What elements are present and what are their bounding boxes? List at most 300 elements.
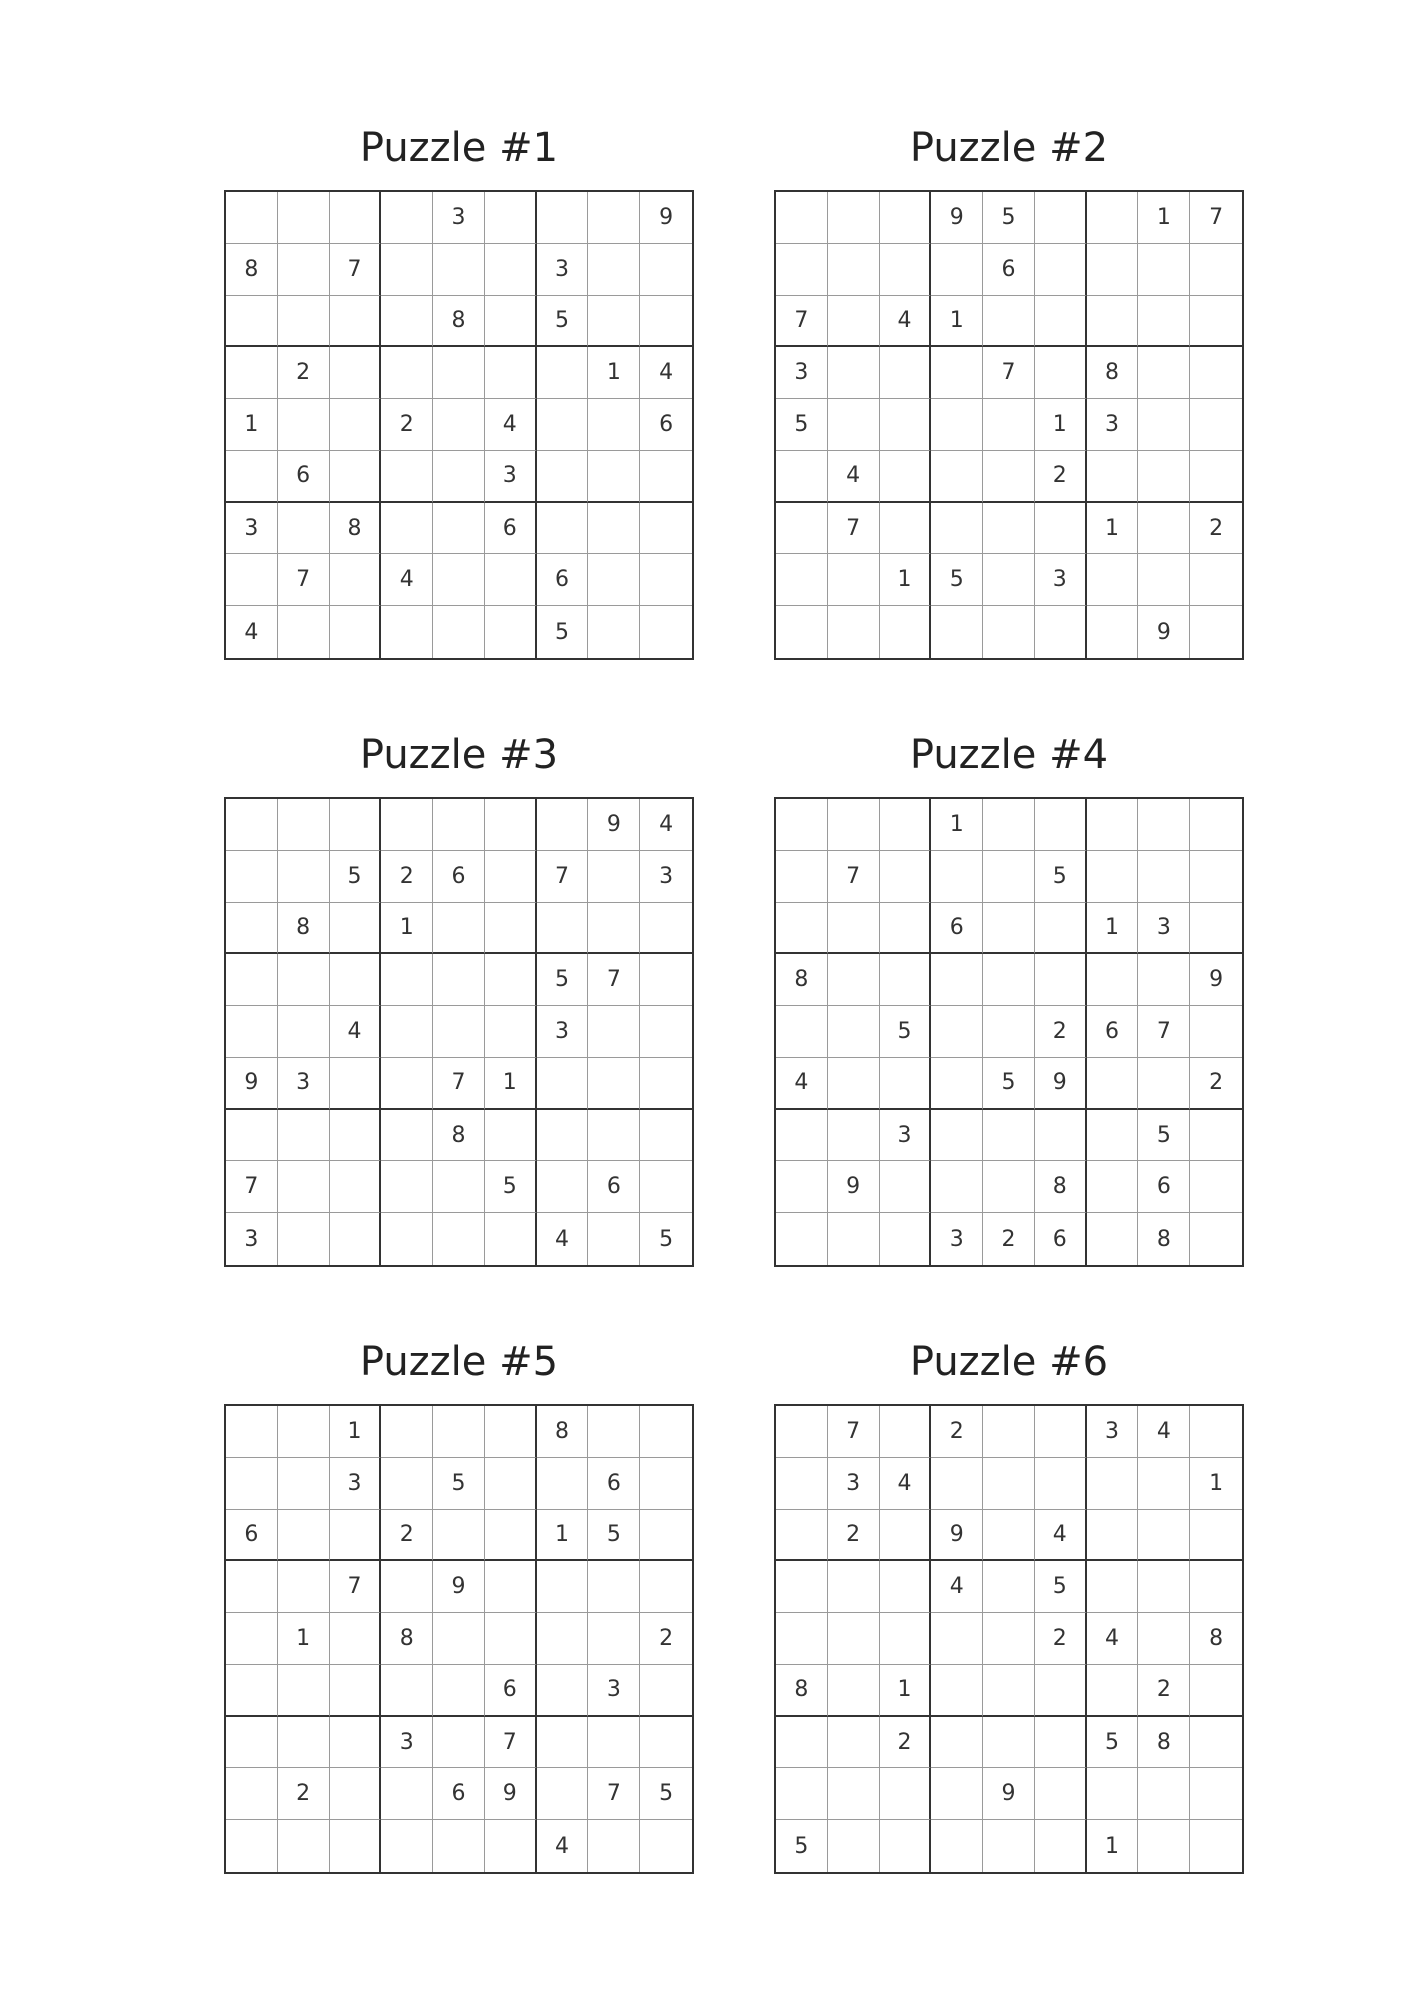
sudoku-cell[interactable] (776, 451, 828, 503)
sudoku-cell[interactable] (828, 1561, 880, 1613)
sudoku-cell[interactable] (1087, 1110, 1139, 1162)
sudoku-cell[interactable] (1035, 503, 1087, 555)
sudoku-cell[interactable]: 6 (485, 503, 537, 555)
sudoku-cell[interactable] (537, 1665, 589, 1717)
sudoku-cell[interactable] (983, 296, 1035, 348)
sudoku-cell[interactable] (433, 1213, 485, 1265)
sudoku-cell[interactable] (278, 399, 330, 451)
sudoku-cell[interactable] (330, 1613, 382, 1665)
sudoku-cell[interactable]: 5 (983, 192, 1035, 244)
sudoku-cell[interactable]: 9 (983, 1768, 1035, 1820)
sudoku-cell[interactable] (1190, 554, 1242, 606)
sudoku-cell[interactable]: 5 (588, 1510, 640, 1562)
sudoku-cell[interactable]: 8 (1190, 1613, 1242, 1665)
sudoku-cell[interactable]: 2 (278, 1768, 330, 1820)
sudoku-cell[interactable] (433, 451, 485, 503)
sudoku-cell[interactable] (537, 1110, 589, 1162)
sudoku-cell[interactable] (640, 1110, 692, 1162)
sudoku-cell[interactable] (433, 799, 485, 851)
sudoku-cell[interactable] (381, 451, 433, 503)
sudoku-cell[interactable]: 6 (433, 851, 485, 903)
sudoku-cell[interactable] (330, 954, 382, 1006)
sudoku-cell[interactable]: 8 (226, 244, 278, 296)
sudoku-cell[interactable] (640, 1006, 692, 1058)
sudoku-cell[interactable] (828, 954, 880, 1006)
sudoku-cell[interactable] (226, 799, 278, 851)
sudoku-cell[interactable] (381, 1110, 433, 1162)
sudoku-cell[interactable] (381, 1161, 433, 1213)
sudoku-cell[interactable] (776, 903, 828, 955)
sudoku-cell[interactable]: 1 (880, 554, 932, 606)
sudoku-cell[interactable]: 2 (1138, 1665, 1190, 1717)
sudoku-cell[interactable]: 3 (381, 1717, 433, 1769)
sudoku-cell[interactable] (588, 1613, 640, 1665)
sudoku-cell[interactable]: 4 (537, 1820, 589, 1872)
sudoku-cell[interactable] (381, 606, 433, 658)
sudoku-cell[interactable] (537, 347, 589, 399)
sudoku-cell[interactable]: 5 (1035, 851, 1087, 903)
sudoku-cell[interactable]: 4 (1087, 1613, 1139, 1665)
sudoku-cell[interactable] (485, 954, 537, 1006)
sudoku-cell[interactable] (880, 954, 932, 1006)
sudoku-cell[interactable]: 2 (1035, 1006, 1087, 1058)
sudoku-cell[interactable] (931, 1665, 983, 1717)
sudoku-cell[interactable] (537, 503, 589, 555)
sudoku-cell[interactable] (1138, 1058, 1190, 1110)
sudoku-cell[interactable] (588, 296, 640, 348)
sudoku-cell[interactable]: 9 (1190, 954, 1242, 1006)
sudoku-cell[interactable]: 5 (880, 1006, 932, 1058)
sudoku-cell[interactable] (828, 1110, 880, 1162)
sudoku-cell[interactable] (983, 903, 1035, 955)
sudoku-cell[interactable] (828, 1768, 880, 1820)
sudoku-cell[interactable] (1190, 1510, 1242, 1562)
sudoku-cell[interactable]: 2 (1035, 1613, 1087, 1665)
sudoku-cell[interactable] (485, 799, 537, 851)
sudoku-cell[interactable] (983, 1613, 1035, 1665)
sudoku-cell[interactable] (640, 1406, 692, 1458)
sudoku-cell[interactable] (1138, 451, 1190, 503)
sudoku-cell[interactable] (776, 1510, 828, 1562)
sudoku-cell[interactable] (828, 1717, 880, 1769)
sudoku-cell[interactable]: 6 (1138, 1161, 1190, 1213)
sudoku-cell[interactable] (1138, 296, 1190, 348)
sudoku-cell[interactable] (226, 1458, 278, 1510)
sudoku-cell[interactable] (278, 954, 330, 1006)
sudoku-cell[interactable] (776, 1161, 828, 1213)
sudoku-cell[interactable] (1190, 1820, 1242, 1872)
sudoku-cell[interactable] (880, 851, 932, 903)
sudoku-cell[interactable] (330, 1820, 382, 1872)
sudoku-cell[interactable] (828, 1820, 880, 1872)
sudoku-cell[interactable] (330, 1768, 382, 1820)
sudoku-cell[interactable] (828, 244, 880, 296)
sudoku-cell[interactable]: 7 (588, 954, 640, 1006)
sudoku-cell[interactable] (880, 244, 932, 296)
sudoku-cell[interactable] (537, 903, 589, 955)
sudoku-cell[interactable] (1035, 1768, 1087, 1820)
sudoku-cell[interactable]: 1 (330, 1406, 382, 1458)
sudoku-cell[interactable]: 6 (485, 1665, 537, 1717)
sudoku-cell[interactable] (226, 296, 278, 348)
sudoku-cell[interactable]: 1 (381, 903, 433, 955)
sudoku-cell[interactable] (485, 1561, 537, 1613)
sudoku-cell[interactable] (278, 1110, 330, 1162)
sudoku-cell[interactable] (1035, 347, 1087, 399)
sudoku-cell[interactable] (485, 1213, 537, 1265)
sudoku-cell[interactable] (1087, 1161, 1139, 1213)
sudoku-cell[interactable]: 6 (588, 1458, 640, 1510)
sudoku-cell[interactable] (776, 1110, 828, 1162)
sudoku-cell[interactable]: 5 (640, 1768, 692, 1820)
sudoku-cell[interactable] (381, 954, 433, 1006)
sudoku-cell[interactable]: 2 (381, 1510, 433, 1562)
sudoku-cell[interactable]: 5 (537, 606, 589, 658)
sudoku-cell[interactable] (485, 1510, 537, 1562)
sudoku-cell[interactable] (880, 192, 932, 244)
sudoku-cell[interactable] (381, 1058, 433, 1110)
sudoku-cell[interactable] (278, 1820, 330, 1872)
sudoku-cell[interactable] (931, 1768, 983, 1820)
sudoku-cell[interactable]: 4 (226, 606, 278, 658)
sudoku-cell[interactable] (880, 1510, 932, 1562)
sudoku-cell[interactable] (278, 1458, 330, 1510)
sudoku-cell[interactable] (330, 451, 382, 503)
sudoku-cell[interactable] (1190, 1406, 1242, 1458)
sudoku-cell[interactable] (1190, 903, 1242, 955)
sudoku-cell[interactable] (880, 1561, 932, 1613)
sudoku-cell[interactable] (1035, 606, 1087, 658)
sudoku-cell[interactable]: 5 (776, 1820, 828, 1872)
sudoku-cell[interactable] (776, 1006, 828, 1058)
sudoku-cell[interactable] (1138, 1613, 1190, 1665)
sudoku-cell[interactable] (588, 1406, 640, 1458)
sudoku-cell[interactable] (983, 451, 1035, 503)
sudoku-cell[interactable] (433, 903, 485, 955)
sudoku-cell[interactable] (1190, 851, 1242, 903)
sudoku-cell[interactable] (640, 1058, 692, 1110)
sudoku-cell[interactable]: 1 (588, 347, 640, 399)
sudoku-cell[interactable] (1190, 1561, 1242, 1613)
sudoku-cell[interactable] (776, 554, 828, 606)
sudoku-cell[interactable]: 3 (1035, 554, 1087, 606)
sudoku-cell[interactable] (485, 296, 537, 348)
sudoku-cell[interactable] (485, 1006, 537, 1058)
sudoku-cell[interactable] (1138, 799, 1190, 851)
sudoku-cell[interactable] (1087, 1458, 1139, 1510)
sudoku-cell[interactable]: 5 (776, 399, 828, 451)
sudoku-cell[interactable]: 4 (1138, 1406, 1190, 1458)
sudoku-cell[interactable] (983, 606, 1035, 658)
sudoku-cell[interactable] (226, 451, 278, 503)
sudoku-cell[interactable]: 7 (1138, 1006, 1190, 1058)
sudoku-cell[interactable] (433, 554, 485, 606)
sudoku-cell[interactable] (330, 1161, 382, 1213)
sudoku-cell[interactable] (588, 554, 640, 606)
sudoku-cell[interactable]: 4 (931, 1561, 983, 1613)
sudoku-cell[interactable] (880, 1820, 932, 1872)
sudoku-cell[interactable]: 8 (433, 1110, 485, 1162)
sudoku-cell[interactable]: 6 (931, 903, 983, 955)
sudoku-cell[interactable] (278, 1510, 330, 1562)
sudoku-cell[interactable] (485, 1406, 537, 1458)
sudoku-cell[interactable] (226, 554, 278, 606)
sudoku-cell[interactable] (931, 1820, 983, 1872)
sudoku-cell[interactable]: 8 (1138, 1717, 1190, 1769)
sudoku-cell[interactable]: 1 (1190, 1458, 1242, 1510)
sudoku-cell[interactable] (433, 1665, 485, 1717)
sudoku-cell[interactable]: 3 (537, 1006, 589, 1058)
sudoku-cell[interactable]: 1 (226, 399, 278, 451)
sudoku-cell[interactable]: 7 (1190, 192, 1242, 244)
sudoku-cell[interactable]: 6 (588, 1161, 640, 1213)
sudoku-cell[interactable] (880, 1613, 932, 1665)
sudoku-cell[interactable] (588, 399, 640, 451)
sudoku-cell[interactable] (1087, 1510, 1139, 1562)
sudoku-cell[interactable] (537, 451, 589, 503)
sudoku-cell[interactable] (931, 451, 983, 503)
sudoku-cell[interactable]: 6 (433, 1768, 485, 1820)
sudoku-cell[interactable] (1190, 799, 1242, 851)
sudoku-cell[interactable] (640, 1458, 692, 1510)
sudoku-cell[interactable] (1035, 903, 1087, 955)
sudoku-cell[interactable] (1087, 1561, 1139, 1613)
sudoku-cell[interactable]: 4 (1035, 1510, 1087, 1562)
sudoku-cell[interactable]: 7 (433, 1058, 485, 1110)
sudoku-cell[interactable] (226, 1820, 278, 1872)
sudoku-cell[interactable] (588, 1058, 640, 1110)
sudoku-cell[interactable]: 7 (776, 296, 828, 348)
sudoku-cell[interactable] (983, 1717, 1035, 1769)
sudoku-cell[interactable] (226, 954, 278, 1006)
sudoku-cell[interactable] (1190, 347, 1242, 399)
sudoku-cell[interactable] (1190, 296, 1242, 348)
sudoku-cell[interactable]: 3 (588, 1665, 640, 1717)
sudoku-cell[interactable] (1138, 954, 1190, 1006)
sudoku-cell[interactable]: 7 (330, 244, 382, 296)
sudoku-cell[interactable]: 7 (226, 1161, 278, 1213)
sudoku-cell[interactable]: 5 (983, 1058, 1035, 1110)
sudoku-cell[interactable] (226, 1561, 278, 1613)
sudoku-cell[interactable] (485, 244, 537, 296)
sudoku-cell[interactable] (1190, 1161, 1242, 1213)
sudoku-cell[interactable] (226, 851, 278, 903)
sudoku-cell[interactable] (1190, 1768, 1242, 1820)
sudoku-cell[interactable]: 9 (931, 1510, 983, 1562)
sudoku-cell[interactable] (278, 799, 330, 851)
sudoku-cell[interactable] (983, 1458, 1035, 1510)
sudoku-cell[interactable] (983, 1665, 1035, 1717)
sudoku-cell[interactable] (828, 1058, 880, 1110)
sudoku-cell[interactable]: 5 (537, 954, 589, 1006)
sudoku-cell[interactable] (588, 503, 640, 555)
sudoku-cell[interactable] (226, 1768, 278, 1820)
sudoku-cell[interactable] (433, 1510, 485, 1562)
sudoku-cell[interactable]: 1 (931, 296, 983, 348)
sudoku-cell[interactable] (983, 799, 1035, 851)
sudoku-cell[interactable] (931, 1458, 983, 1510)
sudoku-cell[interactable] (1138, 347, 1190, 399)
sudoku-cell[interactable]: 8 (776, 954, 828, 1006)
sudoku-cell[interactable] (931, 1717, 983, 1769)
sudoku-cell[interactable] (828, 903, 880, 955)
sudoku-cell[interactable] (1087, 954, 1139, 1006)
sudoku-cell[interactable]: 3 (1138, 903, 1190, 955)
sudoku-cell[interactable] (1087, 244, 1139, 296)
sudoku-cell[interactable] (588, 1110, 640, 1162)
sudoku-cell[interactable] (776, 851, 828, 903)
sudoku-cell[interactable]: 9 (931, 192, 983, 244)
sudoku-cell[interactable] (1190, 399, 1242, 451)
sudoku-cell[interactable] (381, 503, 433, 555)
sudoku-cell[interactable] (1087, 554, 1139, 606)
sudoku-cell[interactable] (983, 503, 1035, 555)
sudoku-cell[interactable] (330, 903, 382, 955)
sudoku-cell[interactable] (537, 192, 589, 244)
sudoku-cell[interactable] (588, 1717, 640, 1769)
sudoku-cell[interactable]: 1 (1138, 192, 1190, 244)
sudoku-cell[interactable]: 2 (1190, 1058, 1242, 1110)
sudoku-cell[interactable] (381, 799, 433, 851)
sudoku-cell[interactable] (983, 954, 1035, 1006)
sudoku-cell[interactable] (226, 1406, 278, 1458)
sudoku-cell[interactable] (381, 1665, 433, 1717)
sudoku-cell[interactable] (226, 903, 278, 955)
sudoku-cell[interactable] (330, 799, 382, 851)
sudoku-cell[interactable] (880, 503, 932, 555)
sudoku-cell[interactable] (828, 799, 880, 851)
sudoku-cell[interactable]: 2 (1035, 451, 1087, 503)
sudoku-cell[interactable] (880, 1406, 932, 1458)
sudoku-cell[interactable]: 2 (931, 1406, 983, 1458)
sudoku-cell[interactable] (880, 399, 932, 451)
sudoku-cell[interactable] (330, 347, 382, 399)
sudoku-cell[interactable] (983, 1406, 1035, 1458)
sudoku-cell[interactable] (588, 1006, 640, 1058)
sudoku-cell[interactable] (1138, 1768, 1190, 1820)
sudoku-cell[interactable] (1190, 451, 1242, 503)
sudoku-cell[interactable] (381, 1458, 433, 1510)
sudoku-cell[interactable] (1087, 851, 1139, 903)
sudoku-cell[interactable] (931, 399, 983, 451)
sudoku-cell[interactable] (433, 606, 485, 658)
sudoku-cell[interactable] (931, 1006, 983, 1058)
sudoku-cell[interactable] (278, 851, 330, 903)
sudoku-cell[interactable] (776, 244, 828, 296)
sudoku-cell[interactable] (983, 1161, 1035, 1213)
sudoku-cell[interactable] (537, 1161, 589, 1213)
sudoku-cell[interactable] (828, 1213, 880, 1265)
sudoku-cell[interactable] (640, 1665, 692, 1717)
sudoku-cell[interactable] (983, 1110, 1035, 1162)
sudoku-cell[interactable]: 6 (278, 451, 330, 503)
sudoku-cell[interactable] (588, 1213, 640, 1265)
sudoku-cell[interactable]: 2 (1190, 503, 1242, 555)
sudoku-cell[interactable] (485, 192, 537, 244)
sudoku-cell[interactable]: 3 (880, 1110, 932, 1162)
sudoku-cell[interactable] (983, 554, 1035, 606)
sudoku-cell[interactable] (278, 1717, 330, 1769)
sudoku-cell[interactable]: 7 (588, 1768, 640, 1820)
sudoku-cell[interactable] (640, 503, 692, 555)
sudoku-cell[interactable]: 4 (880, 1458, 932, 1510)
sudoku-cell[interactable] (537, 1458, 589, 1510)
sudoku-cell[interactable]: 2 (880, 1717, 932, 1769)
sudoku-cell[interactable] (640, 606, 692, 658)
sudoku-cell[interactable]: 4 (381, 554, 433, 606)
sudoku-cell[interactable] (588, 1561, 640, 1613)
sudoku-cell[interactable] (588, 451, 640, 503)
sudoku-cell[interactable]: 4 (640, 799, 692, 851)
sudoku-cell[interactable] (485, 851, 537, 903)
sudoku-cell[interactable] (880, 799, 932, 851)
sudoku-cell[interactable] (330, 606, 382, 658)
sudoku-cell[interactable] (381, 244, 433, 296)
sudoku-cell[interactable] (880, 1058, 932, 1110)
sudoku-cell[interactable] (485, 1613, 537, 1665)
sudoku-cell[interactable] (1138, 1820, 1190, 1872)
sudoku-cell[interactable]: 2 (381, 851, 433, 903)
sudoku-cell[interactable]: 2 (381, 399, 433, 451)
sudoku-cell[interactable] (226, 1006, 278, 1058)
sudoku-cell[interactable] (931, 1613, 983, 1665)
sudoku-cell[interactable] (588, 1820, 640, 1872)
sudoku-cell[interactable] (485, 1458, 537, 1510)
sudoku-cell[interactable]: 8 (537, 1406, 589, 1458)
sudoku-cell[interactable]: 3 (330, 1458, 382, 1510)
sudoku-cell[interactable] (931, 1161, 983, 1213)
sudoku-cell[interactable] (1035, 1717, 1087, 1769)
sudoku-cell[interactable] (226, 1665, 278, 1717)
sudoku-cell[interactable] (226, 347, 278, 399)
sudoku-cell[interactable] (931, 954, 983, 1006)
sudoku-cell[interactable] (776, 1561, 828, 1613)
sudoku-cell[interactable]: 6 (983, 244, 1035, 296)
sudoku-cell[interactable] (776, 1768, 828, 1820)
sudoku-cell[interactable] (640, 554, 692, 606)
sudoku-cell[interactable] (226, 1613, 278, 1665)
sudoku-cell[interactable]: 9 (226, 1058, 278, 1110)
sudoku-cell[interactable]: 5 (330, 851, 382, 903)
sudoku-cell[interactable] (485, 554, 537, 606)
sudoku-cell[interactable] (880, 347, 932, 399)
sudoku-cell[interactable] (278, 503, 330, 555)
sudoku-cell[interactable] (1087, 606, 1139, 658)
sudoku-cell[interactable] (931, 1110, 983, 1162)
sudoku-cell[interactable] (226, 1110, 278, 1162)
sudoku-cell[interactable] (1035, 1665, 1087, 1717)
sudoku-cell[interactable]: 9 (640, 192, 692, 244)
sudoku-cell[interactable] (485, 606, 537, 658)
sudoku-cell[interactable]: 7 (828, 851, 880, 903)
sudoku-cell[interactable] (1087, 451, 1139, 503)
sudoku-cell[interactable] (381, 1561, 433, 1613)
sudoku-cell[interactable]: 9 (828, 1161, 880, 1213)
sudoku-cell[interactable]: 4 (485, 399, 537, 451)
sudoku-cell[interactable] (433, 1161, 485, 1213)
sudoku-cell[interactable] (1035, 1406, 1087, 1458)
sudoku-cell[interactable] (640, 1820, 692, 1872)
sudoku-cell[interactable] (931, 851, 983, 903)
sudoku-cell[interactable] (640, 1161, 692, 1213)
sudoku-cell[interactable] (1035, 1458, 1087, 1510)
sudoku-cell[interactable] (278, 606, 330, 658)
sudoku-cell[interactable] (381, 192, 433, 244)
sudoku-cell[interactable]: 5 (659, 1226, 674, 1252)
sudoku-cell[interactable]: 3 (828, 1458, 880, 1510)
sudoku-cell[interactable] (828, 554, 880, 606)
sudoku-cell[interactable] (1190, 1665, 1242, 1717)
